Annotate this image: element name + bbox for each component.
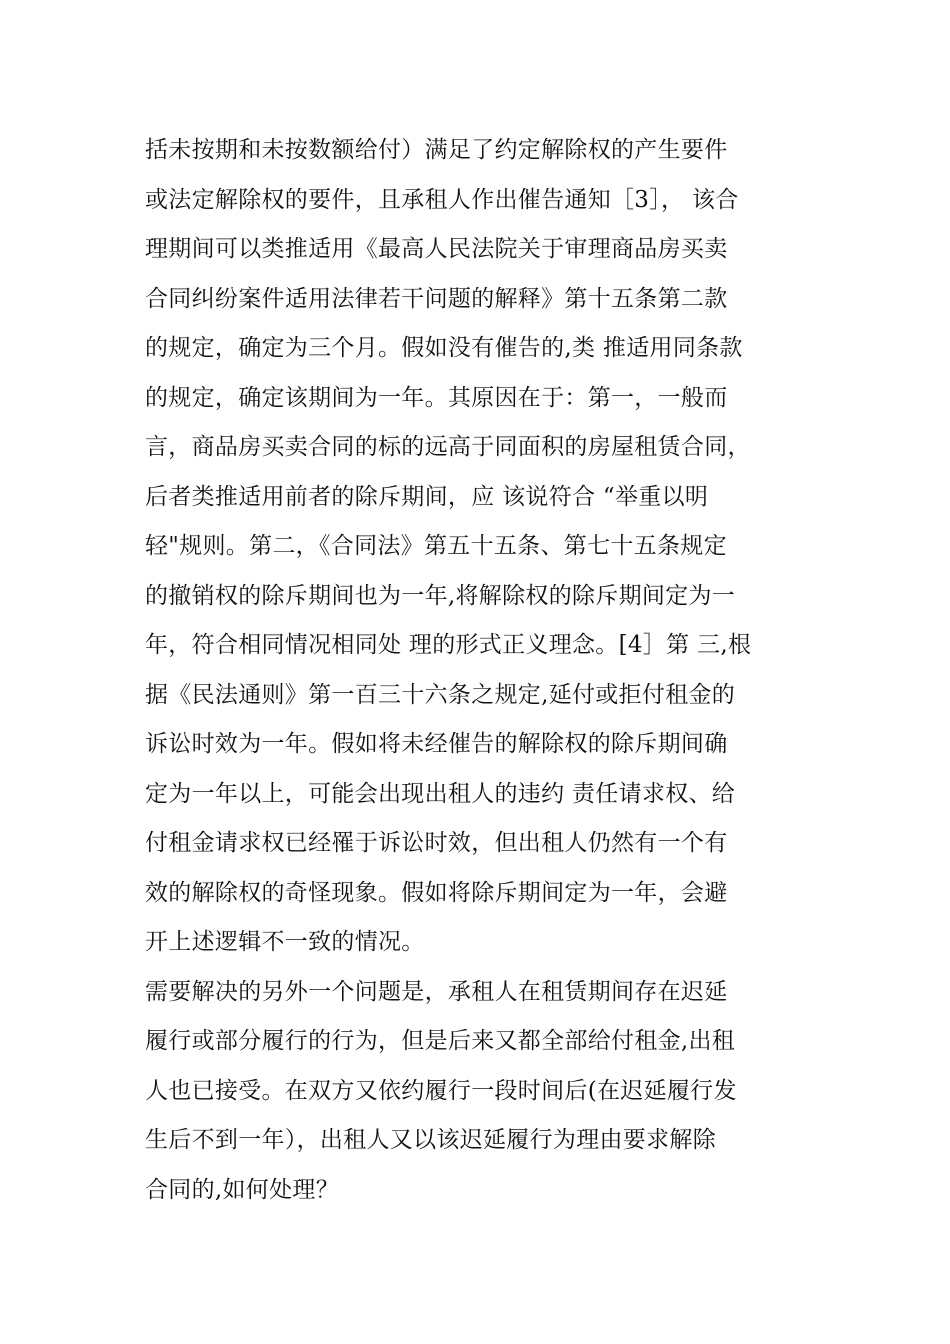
text-line: 年，符合相同情况相同处 理的形式正义理念。[4］第 三,根	[145, 632, 752, 658]
text-line: 或法定解除权的要件，且承租人作出催告通知［3］， 该合	[145, 186, 739, 213]
text-line: 理期间可以类推适用《最高人民法院关于审理商品房买卖	[145, 236, 728, 262]
text-line: 诉讼时效为一年。假如将未经催告的解除权的除斥期间确	[145, 731, 728, 757]
text-line: 据《民法通则》第一百三十六条之规定,延付或拒付租金的	[145, 681, 736, 708]
text-line: 的规定，确定为三个月。假如没有催告的,类 推适用同条款	[145, 335, 743, 361]
text-line: 合同纠纷案件适用法律若干问题的解释》第十五条第二款	[145, 285, 728, 312]
text-line: 开上述逻辑不一致的情况。	[145, 929, 425, 955]
text-line: 言，商品房买卖合同的标的远高于同面积的房屋租赁合同，	[145, 434, 751, 460]
text-line: 定为一年以上，可能会出现出租人的违约 责任请求权、给	[145, 780, 736, 807]
text-line: 后者类推适用前者的除斥期间，应 该说符合 “举重以明	[145, 483, 709, 510]
text-line: 的规定，确定该期间为一年。其原因在于：第一，一般而	[145, 384, 728, 411]
text-line: 人也已接受。在双方又依约履行一段时间后(在迟延履行发	[145, 1077, 737, 1104]
text-line: 效的解除权的奇怪现象。假如将除斥期间定为一年，会避	[145, 879, 728, 906]
text-line: 合同的,如何处理？	[145, 1176, 340, 1203]
text-line: 的撤销权的除斥期间也为一年,将解除权的除斥期间定为一	[145, 582, 736, 609]
paragraph-2	[145, 968, 810, 1216]
document-body	[145, 126, 810, 1215]
text-line: 轻"规则。第二，《合同法》第五十五条、第七十五条规定	[145, 533, 727, 559]
text-line: 生后不到一年），出租人又以该迟延履行为理由要求解除	[145, 1127, 716, 1153]
paragraph-1	[145, 126, 810, 968]
text-line: 履行或部分履行的行为，但是后来又都全部给付租金,出租	[145, 1028, 736, 1054]
text-line: 需要解决的另外一个问题是，承租人在租赁期间存在迟延	[145, 978, 728, 1005]
text-line: 括未按期和未按数额给付）满足了约定解除权的产生要件	[145, 137, 728, 163]
text-line: 付租金请求权已经罹于诉讼时效，但出租人仍然有一个有	[145, 830, 728, 856]
